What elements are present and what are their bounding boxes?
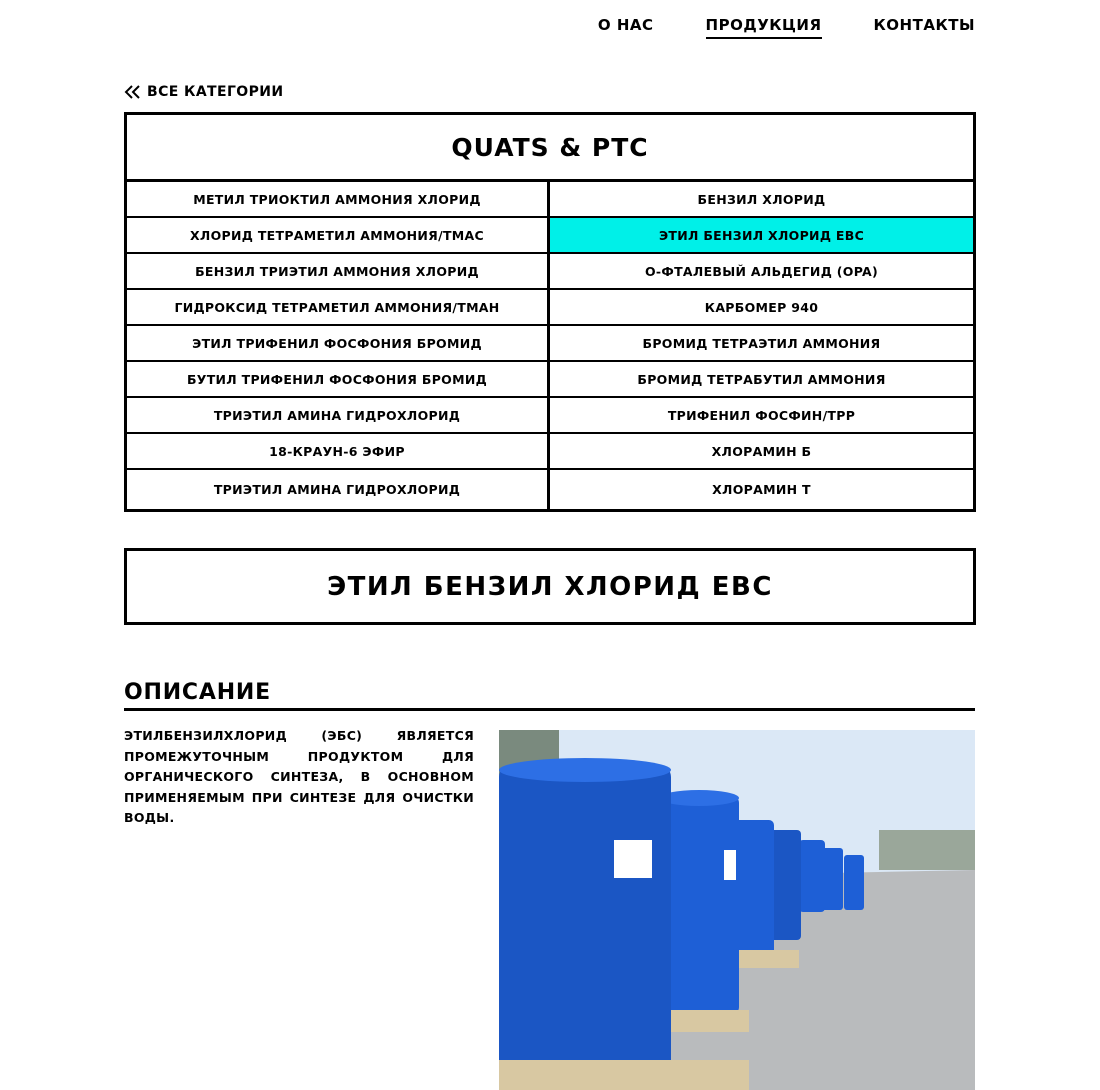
category-item-left[interactable]: МЕТИЛ ТРИОКТИЛ АММОНИЯ ХЛОРИД xyxy=(127,182,550,218)
nav-contacts[interactable]: КОНТАКТЫ xyxy=(873,16,975,34)
category-item-right[interactable]: О-ФТАЛЕВЫЙ АЛЬДЕГИД (OPA) xyxy=(550,254,973,290)
description-text: ЭТИЛБЕНЗИЛХЛОРИД (ЭБС) ЯВЛЯЕТСЯ ПРОМЕЖУТОЧНЫМ ПРОДУКТОМ ДЛЯ ОРГАНИЧЕСКОГО СИНТЕЗА, В ОСНОВНОМ ПРИМЕНЯЕМЫМ ПРИ СИНТЕЗЕ ДЛЯ ОЧИСТКИ ВОДЫ. xyxy=(124,728,474,825)
category-title: QUATS & PTC xyxy=(127,115,973,182)
category-item-right[interactable]: БРОМИД ТЕТРАЭТИЛ АММОНИЯ xyxy=(550,326,973,362)
category-item-left[interactable]: БЕНЗИЛ ТРИЭТИЛ АММОНИЯ ХЛОРИД xyxy=(127,254,550,290)
category-item-right[interactable]: БРОМИД ТЕТРАБУТИЛ АММОНИЯ xyxy=(550,362,973,398)
description-heading: ОПИСАНИЕ xyxy=(124,680,975,711)
top-nav xyxy=(598,16,975,39)
nav-products[interactable]: ПРОДУКЦИЯ xyxy=(706,16,822,39)
product-title: ЭТИЛ БЕНЗИЛ ХЛОРИД EBC xyxy=(124,548,976,625)
category-item-left[interactable]: ХЛОРИД ТЕТРАМЕТИЛ АММОНИЯ/TMAC xyxy=(127,218,550,254)
category-item-right[interactable]: ЭТИЛ БЕНЗИЛ ХЛОРИД EBC xyxy=(550,218,973,254)
double-chevron-left-icon xyxy=(123,84,141,100)
back-link-label: ВСЕ КАТЕГОРИИ xyxy=(147,84,284,100)
category-item-left[interactable]: ГИДРОКСИД ТЕТРАМЕТИЛ АММОНИЯ/TMAH xyxy=(127,290,550,326)
category-item-right[interactable]: ХЛОРАМИН Т xyxy=(712,482,811,497)
back-to-categories-link[interactable] xyxy=(123,84,284,100)
category-item-right[interactable]: КАРБОМЕР 940 xyxy=(550,290,973,326)
category-item-left[interactable]: БУТИЛ ТРИФЕНИЛ ФОСФОНИЯ БРОМИД xyxy=(127,362,550,398)
category-item-right[interactable]: ХЛОРАМИН Б xyxy=(550,434,973,470)
product-grid xyxy=(127,182,973,509)
category-item-left[interactable]: 18-КРАУН-6 ЭФИР xyxy=(127,434,550,470)
category-item-right[interactable]: БЕНЗИЛ ХЛОРИД xyxy=(550,182,973,218)
category-item-left[interactable]: ТРИЭТИЛ АМИНА ГИДРОХЛОРИД xyxy=(127,398,550,434)
product-photo xyxy=(499,730,975,1090)
nav-about[interactable]: О НАС xyxy=(597,16,654,34)
category-table xyxy=(124,112,976,512)
category-item-left[interactable]: ЭТИЛ ТРИФЕНИЛ ФОСФОНИЯ БРОМИД xyxy=(127,326,550,362)
category-item-right[interactable]: ТРИФЕНИЛ ФОСФИН/TPP xyxy=(550,398,973,434)
category-item-left[interactable]: ТРИЭТИЛ АМИНА ГИДРОХЛОРИД xyxy=(127,470,550,509)
